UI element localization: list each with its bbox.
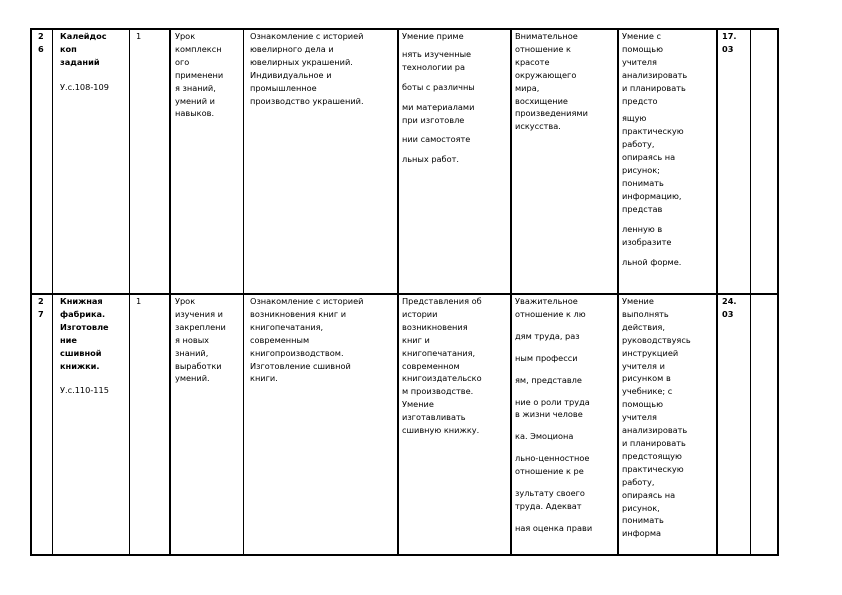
text-fragment: ным професси: [515, 352, 578, 363]
column-divider: [750, 30, 751, 554]
text-fragment: ние о роли труда в жизни челове: [515, 396, 590, 420]
subject-results: Представления об истории возникновения книг и книгопечатания, современном книгоиздательско м производстве. Умение изготавливать сшивную книжку.: [402, 296, 482, 436]
column-divider: [169, 30, 171, 554]
text-fragment: Умение приме: [402, 31, 464, 41]
lesson-content: Ознакомление с историей ювелирного дела и ювелирных украшений. Индивидуальное и промышленное производство украшений.: [250, 31, 364, 106]
lesson-plan-table: [30, 28, 779, 556]
column-divider: [52, 30, 53, 554]
column-divider: [243, 30, 244, 554]
personal-results: [515, 295, 615, 535]
text-fragment: нять изученные технологии ра: [402, 48, 472, 72]
text-fragment: льно-ценностное отношение к ре: [515, 453, 590, 477]
lesson-date: 17. 03: [722, 31, 737, 54]
text-fragment: Умение с помощью учителя анализировать и планировать предсто: [622, 31, 688, 106]
column-divider: [510, 30, 512, 554]
lesson-type: Урок изучения и закреплени я новых знаний, выработки умений.: [175, 296, 226, 384]
text-fragment: ящую практическую работу, опираясь на рисунок; понимать информацию, представ: [622, 113, 684, 214]
text-fragment: Уважительное отношение к лю: [515, 296, 586, 319]
text-fragment: льных работ.: [402, 154, 459, 165]
row-number: 2 6: [38, 31, 44, 54]
text-fragment: ленную в изобразите: [622, 223, 672, 247]
text-fragment: ка. Эмоциона: [515, 431, 574, 442]
text-fragment: ми материалами при изготовле: [402, 101, 475, 125]
textbook-pages: У.с.110-115: [60, 385, 109, 395]
text-fragment: нии самостояте: [402, 134, 471, 145]
hours: 1: [136, 31, 142, 41]
lesson-content: Ознакомление с историей возникновения книг и книгопечатания, современным книгопроизводством. Изготовление сшивной книги.: [250, 296, 364, 384]
text-fragment: боты с различны: [402, 81, 475, 92]
column-divider: [129, 30, 130, 554]
meta-results: [622, 30, 716, 268]
column-divider: [397, 30, 399, 554]
column-divider: [617, 30, 619, 554]
column-divider: [716, 30, 718, 554]
text-fragment: льной форме.: [622, 256, 682, 267]
lesson-title: Книжная фабрика. Изготовле ние сшивной книжки.: [60, 296, 109, 371]
text-fragment: ям, представле: [515, 374, 582, 385]
lesson-title: Калейдос коп заданий: [60, 31, 107, 67]
text-fragment: зультату своего труда. Адекват: [515, 488, 585, 511]
lesson-type: Урок комплексн ого применени я знаний, умений и навыков.: [175, 31, 224, 119]
meta-results: Умение выполнять действия, руководствуясь инструкцией учителя и рисунком в учебнике; с помощью учителя анализировать и планировать предстоящую практическую работу, опираясь на рисунок, понимать информа: [622, 296, 691, 539]
textbook-pages: У.с.108-109: [60, 82, 109, 92]
text-fragment: дям труда, раз: [515, 330, 580, 341]
text-fragment: ная оценка прави: [515, 522, 593, 533]
row-number: 2 7: [38, 296, 44, 319]
hours: 1: [136, 296, 142, 306]
personal-results: Внимательное отношение к красоте окружающего мира, восхищение произведениями искусства.: [515, 31, 588, 132]
lesson-date: 24. 03: [722, 296, 737, 319]
subject-results: [402, 30, 508, 166]
